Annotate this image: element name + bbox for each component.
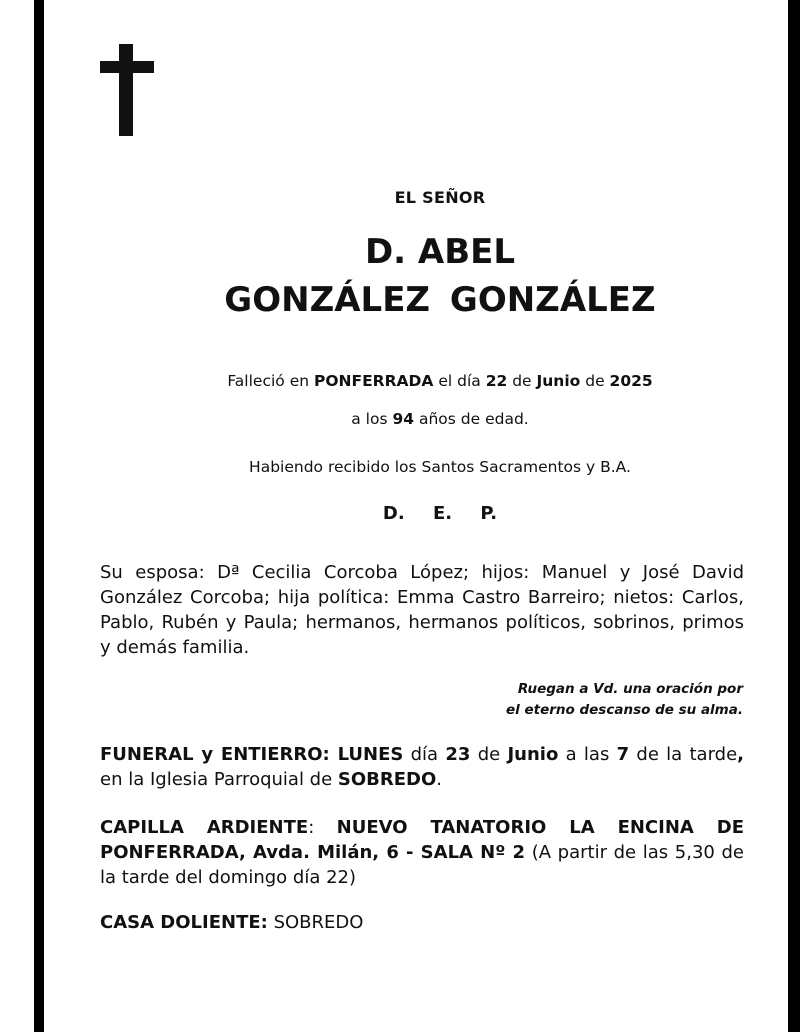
deceased-name-line1: D. ABEL <box>364 232 516 272</box>
dep-line: D. E. P. <box>382 503 498 524</box>
family-paragraph: Su esposa: Dª Cecilia Corcoba López; hijos: Manuel y José David González Corcoba; hija política: Emma Castro Barreiro; nietos: Carlos, Pablo, Rubén y Paula; hermanos, hermanos políticos, sobrinos, primos y demás familia. <box>100 562 744 658</box>
age-line: a los 94 años de edad. <box>351 410 529 428</box>
prayer-request: Ruegan a Vd. una oración por el eterno descanso de su alma. <box>506 681 743 718</box>
notice-title: EL SEÑOR <box>394 188 486 207</box>
left-border <box>34 0 44 1032</box>
death-line: Falleció en PONFERRADA el día 22 de Junio de 2025 <box>227 372 653 390</box>
capilla-paragraph: CAPILLA ARDIENTE: NUEVO TANATORIO LA ENCINA DE PONFERRADA, Avda. Milán, 6 - SALA Nº 2 (A partir de las 5,30 de la tarde del domingo día 22) <box>100 817 744 888</box>
funeral-paragraph: FUNERAL y ENTIERRO: LUNES día 23 de Junio a las 7 de la tarde, en la Iglesia Parroquial de SOBREDO. <box>100 744 745 790</box>
right-border <box>788 0 800 1032</box>
casa-paragraph: CASA DOLIENTE: SOBREDO <box>100 912 364 933</box>
deceased-name-line2: GONZÁLEZ GONZÁLEZ <box>224 280 656 320</box>
sacraments-line: Habiendo recibido los Santos Sacramentos y B.A. <box>249 458 631 476</box>
cross-icon <box>100 44 154 136</box>
